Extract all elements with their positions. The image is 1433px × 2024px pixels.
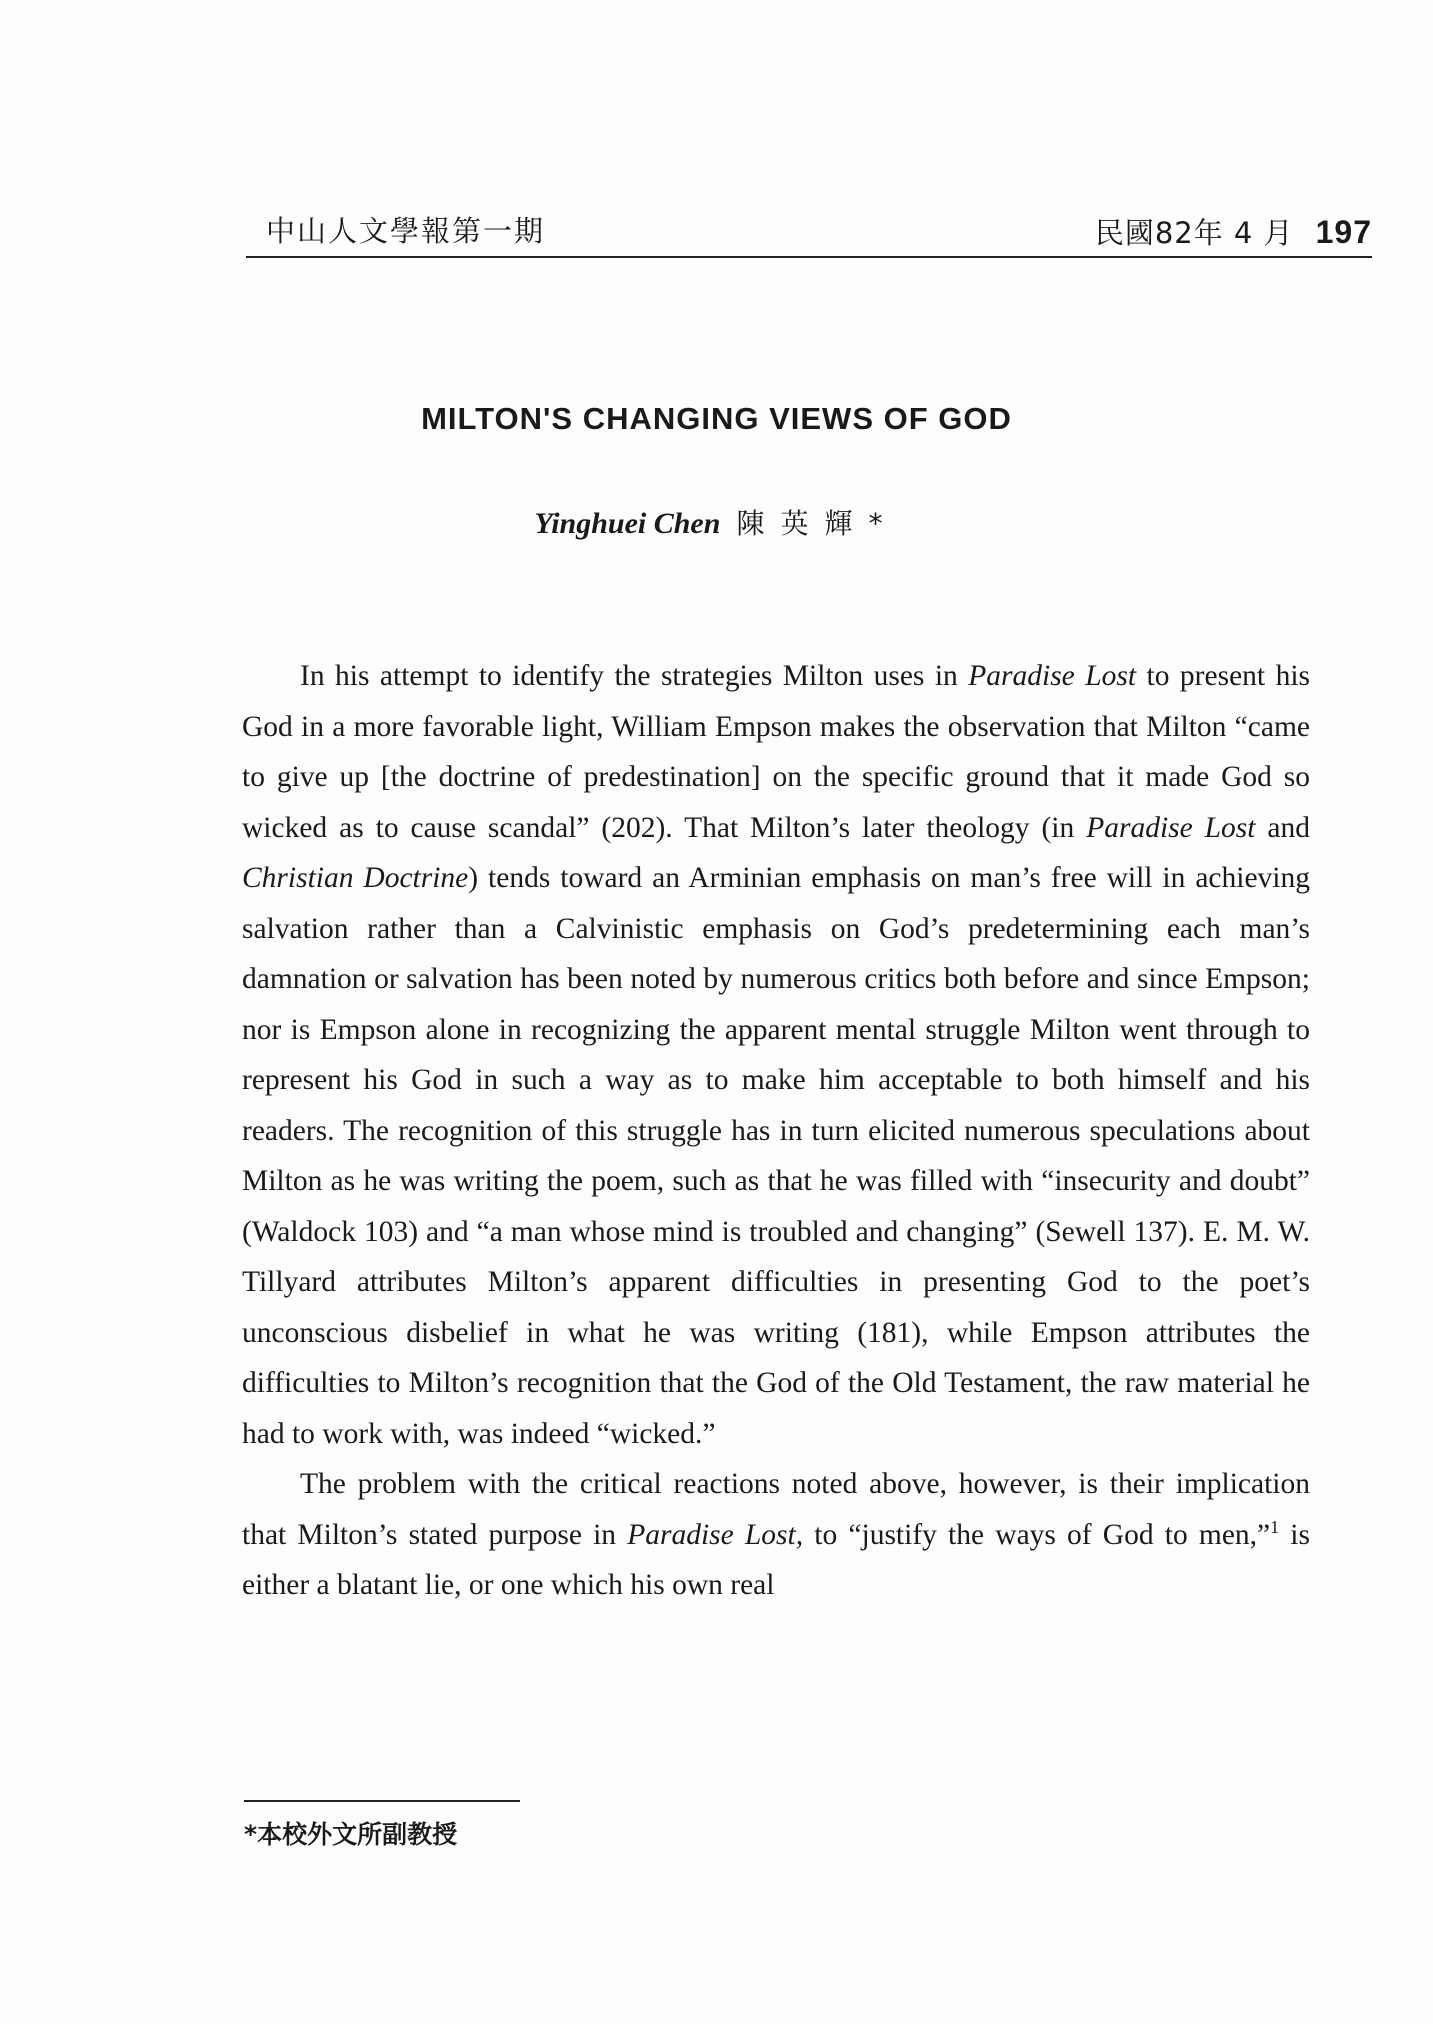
text-run: is either a blatant lie, or one which his own real <box>242 1518 1310 1601</box>
italic-title: Paradise Lost <box>1086 811 1256 844</box>
text-run: In his attempt to identify the strategies Milton uses in <box>300 660 969 692</box>
italic-title: Paradise Lost <box>968 660 1137 692</box>
author-name-english: Yinghuei Chen <box>534 507 721 540</box>
italic-title: Christian Doctrine <box>242 862 469 894</box>
italic-title: Paradise Lost, <box>627 1518 804 1551</box>
text-run: to “justify the ways of God to men,” <box>803 1518 1271 1551</box>
article-body <box>242 651 1310 1611</box>
author-line <box>0 502 1433 542</box>
text-run: to present his God in a more favorable light, William Empson makes the observation that Milton “came to give up [the doctrine of predestination] on the specific ground that it made God so wicked as to cause scandal” (202). That Milton’s later theology (in <box>242 660 1310 844</box>
paragraph-2 <box>242 1459 1310 1611</box>
author-affiliation-footnote: *本校外文所副教授 <box>244 1820 458 1849</box>
author-name-chinese: 陳英輝* <box>736 507 899 540</box>
footnote-rule <box>244 1800 520 1802</box>
issue-date <box>1095 211 1372 252</box>
paragraph-1 <box>242 651 1310 1459</box>
running-header <box>246 212 1372 258</box>
journal-name: 中山人文學報第一期 <box>266 214 546 248</box>
page-number: 197 <box>1315 214 1372 250</box>
text-run: The problem with the critical reactions noted above, however, is their implication that Milton’s stated purpose in <box>242 1468 1310 1551</box>
text-run: and <box>1255 811 1310 844</box>
issue-date-text: 民國82年 4 月 <box>1094 216 1294 250</box>
article-title: MILTON'S CHANGING VIEWS OF GOD <box>421 401 1012 436</box>
footnote-marker: 1 <box>1270 1516 1280 1537</box>
text-run: ) tends toward an Arminian emphasis on man’s free will in achieving salvation rather than a Calvinistic emphasis on God’s predetermining each man’s damnation or salvation has been noted by numerous critics both before and since Empson; nor is Empson alone in recognizing the apparent mental struggle Milton went through to represent his God in such a way as to make him acceptable to both himself and his readers. The recognition of this struggle has in turn elicited numerous speculations about Milton as he was writing the poem, such as that he was filled with “insecurity and doubt” (Waldock 103) and “a man whose mind is troubled and changing” (Sewell 137). E. M. W. Tillyard attributes Milton’s apparent difficulties in presenting God to the poet’s unconscious disbelief in what he was writing (181), while Empson attributes the difficulties to Milton’s recognition that the God of the Old Testament, the raw material he had to work with, was indeed “wicked.” <box>242 862 1310 1450</box>
